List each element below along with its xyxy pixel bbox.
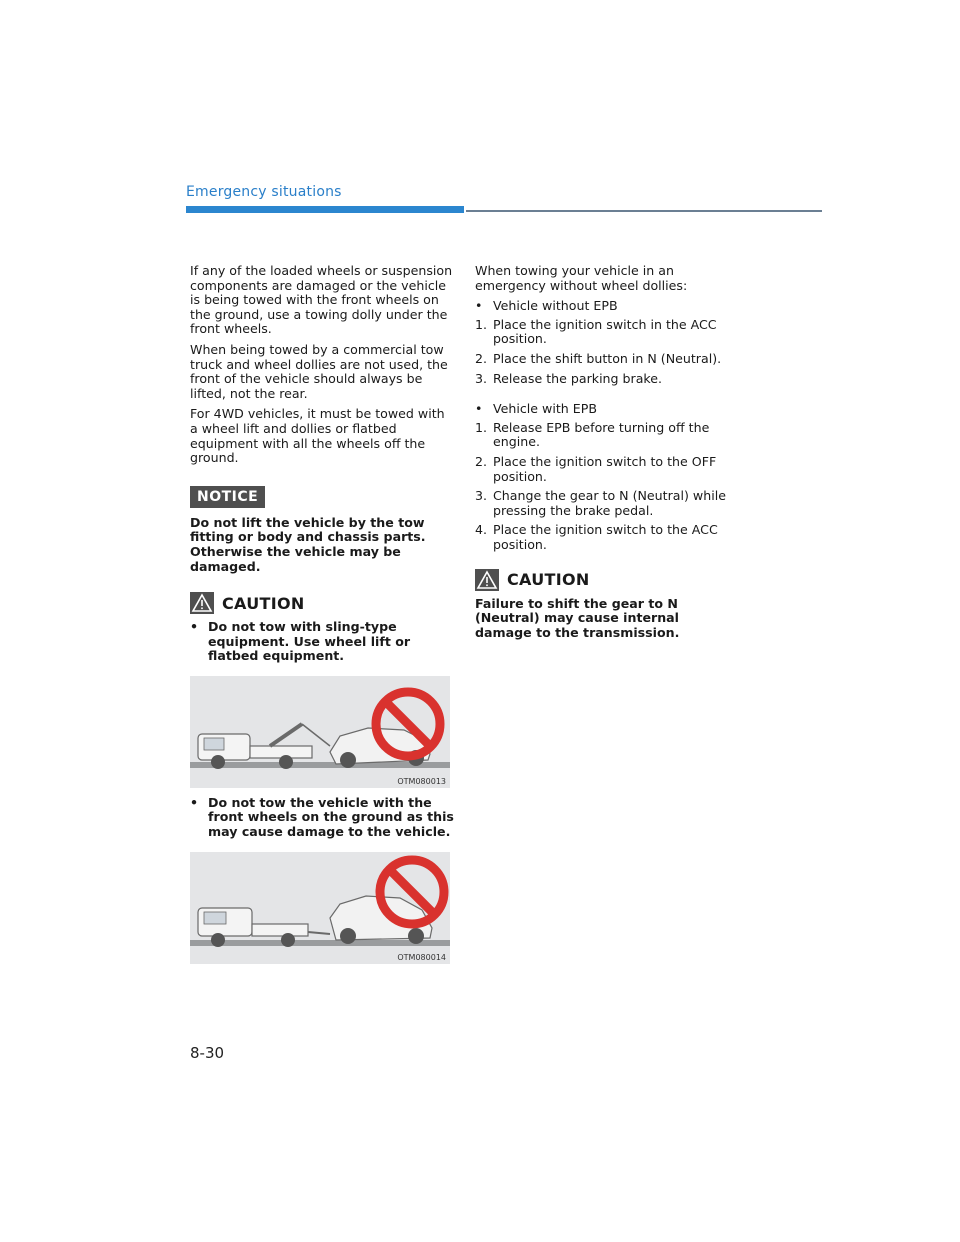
paragraph: If any of the loaded wheels or suspension components are damaged or the vehicle is being towed with the front wheels on the ground, use a towing dolly under the front wheels. [190, 263, 453, 337]
figure-front-wheels-tow [190, 852, 450, 964]
warning-icon [475, 569, 499, 591]
paragraph: For 4WD vehicles, it must be towed with a wheel lift and dollies or flatbed equipment with all the wheels off the ground. [190, 406, 445, 466]
step-item: 3. Change the gear to N (Neutral) while pressing the brake pedal. [475, 488, 726, 518]
caution-text: Failure to shift the gear to N (Neutral) may cause internal damage to the transmission. [475, 595, 680, 640]
caution-bullet: • Do not tow the vehicle with the front wheels on the ground as this may cause damage to the vehicle. [190, 794, 454, 840]
caution-heading [475, 569, 740, 591]
notice-text: Do not lift the vehicle by the tow fitting or body and chassis parts. Otherwise the vehicle may be damaged. [190, 514, 426, 574]
figure-code: OTM080014 [397, 952, 446, 962]
group-title: • Vehicle with EPB [475, 401, 597, 417]
step-item: 1. Release EPB before turning off the engine. [475, 419, 710, 450]
caution-label: CAUTION [222, 593, 305, 613]
caution-bullet: • Do not tow with sling-type equipment. Use wheel lift or flatbed equipment. [190, 620, 455, 664]
right-column [475, 264, 740, 640]
section-title: Emergency situations [186, 184, 342, 200]
step-item: 2. Place the shift button in N (Neutral). [475, 350, 722, 366]
caution-bullet-text: Do not tow with sling-type equipment. Use wheel lift or flatbed equipment. [208, 619, 411, 664]
warning-icon [190, 592, 214, 614]
caution-heading [190, 592, 455, 614]
left-column [190, 264, 455, 972]
paragraph: When being towed by a commercial tow truck and wheel dollies are not used, the front of the vehicle should always be lifted, not the rear. [190, 341, 448, 401]
intro-paragraph: When towing your vehicle in an emergency without wheel dollies: [475, 263, 688, 293]
caution-label: CAUTION [507, 570, 590, 589]
group-title: • Vehicle without EPB [475, 298, 618, 314]
page-number: 8-30 [190, 1044, 225, 1062]
step-item: 3. Release the parking brake. [475, 370, 663, 386]
step-item: 1. Place the ignition switch in the ACC position. [475, 316, 717, 347]
step-item: 2. Place the ignition switch to the OFF position. [475, 453, 717, 484]
header-rule [466, 210, 822, 212]
figure-code: OTM080013 [397, 776, 446, 786]
header-rule-accent [186, 206, 464, 213]
notice-badge: NOTICE [190, 486, 265, 508]
caution-bullet-text: Do not tow the vehicle with the front wheels on the ground as this may cause damage to the vehicle. [208, 794, 454, 840]
step-item: 4. Place the ignition switch to the ACC position. [475, 522, 718, 552]
tow-truck-illustration [190, 852, 450, 964]
tow-truck-illustration [190, 676, 450, 788]
figure-sling-tow [190, 676, 450, 788]
